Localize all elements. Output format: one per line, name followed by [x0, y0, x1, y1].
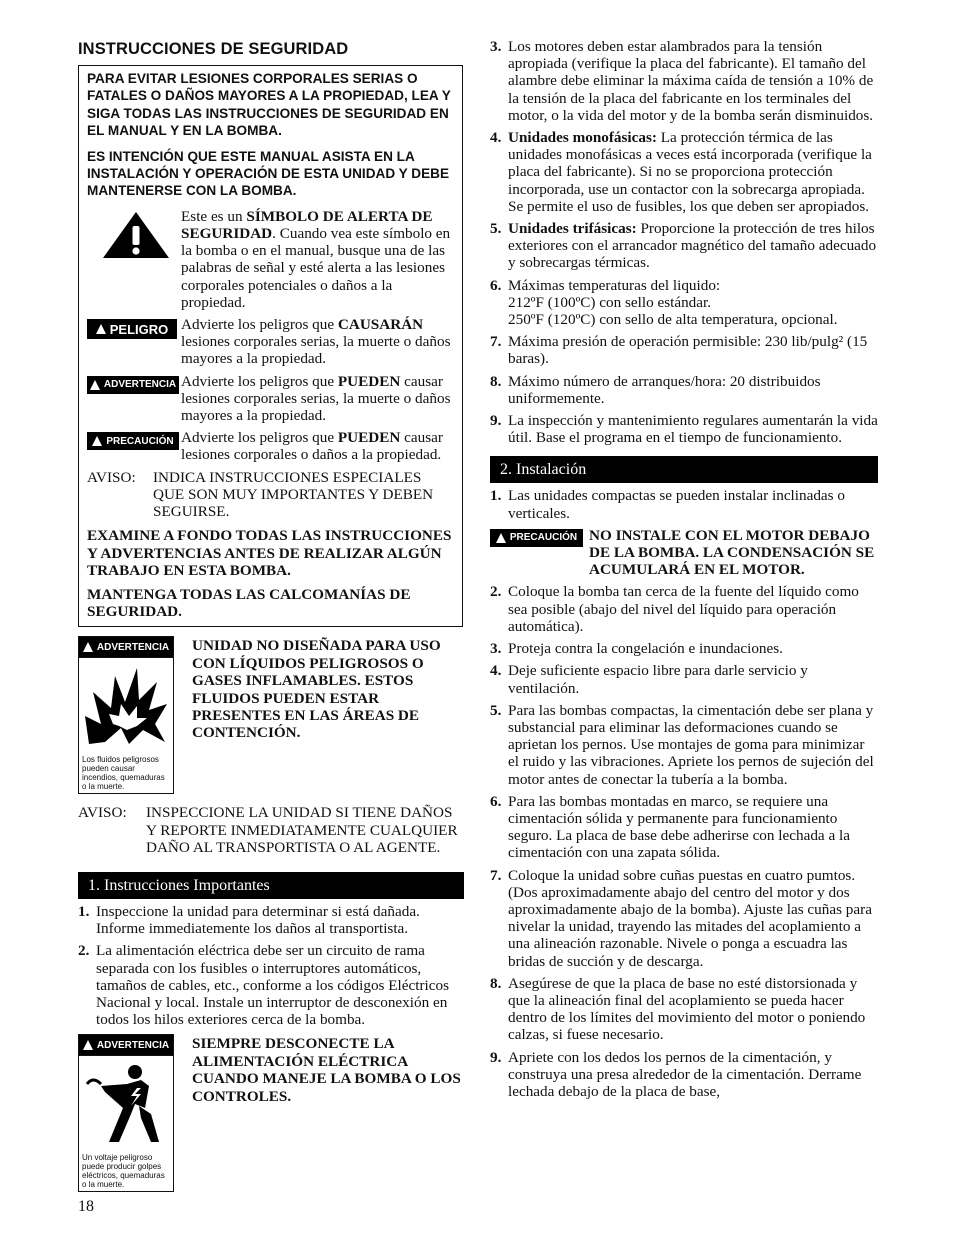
maintain-text: MANTENGA TODAS LAS CALCOMANÍAS DE SEGURIDAD.: [87, 585, 411, 621]
safety-alert-icon: [101, 210, 171, 260]
list-item: 9. La inspección y mantenimiento regulares aumentarán la vida útil. Base el programa en el tiempo de funcionamiento.: [490, 412, 878, 447]
electric-shock-icon: [79, 1056, 173, 1148]
examine-text: EXAMINE A FONDO TODAS LAS INSTRUCCIONES Y ADVERTENCIAS ANTES DE REALIZAR ALGÚN TRABAJO EN ESTA BOMBA.: [87, 527, 452, 579]
explosion-icon: [79, 658, 173, 750]
install-caution-block: [490, 527, 878, 579]
list-item: 7. Coloque la unidad sobre cuñas puestas en cuatro pumtos. (Dos aproximadamente abajo del centro del motor y dos aproximadamente abajo de la bomba). Ajuste las cuñas para nivelar la unidad, trayendo las mitades del acoplamiento a una alineación razonable. Nivele o ponga a escuadra las bridas de succión y de descarga.: [490, 866, 872, 970]
list-item: 6. Para las bombas montadas en marco, se requiere una cimentación sólida y permanente para funcionamiento seguro. La placa de base debe adherirse con lechada a la cimentación con una zapata sólida.: [490, 792, 850, 862]
section1-list: [78, 903, 464, 1028]
caution-row: [87, 429, 454, 463]
aviso-text: INDICA INSTRUCCIONES ESPECIALES QUE SON MUY IMPORTANTES Y DEBEN SEGUIRSE.: [153, 468, 434, 521]
section1-heading: 1. Instrucciones Importantes: [78, 872, 464, 899]
safety-heading: INSTRUCCIONES DE SEGURIDAD: [78, 40, 349, 58]
safety-para-2: ES INTENCIÓN QUE ESTE MANUAL ASISTA EN LA INSTALACIÓN Y OPERACIÓN DE ESTA UNIDAD Y DEBE MANTENERSE CON LA BOMBA.: [87, 148, 450, 199]
danger-description: Advierte los peligros que CAUSARÁN lesiones corporales serias, la muerte o daños mayores a la propiedad.: [181, 316, 451, 368]
warning-row: [87, 373, 454, 425]
aviso-row: [87, 469, 454, 521]
danger-row: [87, 316, 454, 368]
alert-description: Este es un SÍMBOLO DE ALERTA DE SEGURIDAD. Cuando vea este símbolo en la bomba o en el manual, busque una de las palabras de señal y esté alerta a las lesiones corporales potenciales o daños a la propiedad.: [181, 207, 451, 311]
list-item: 1. Las unidades compactas se pueden instalar inclinadas o verticales.: [490, 487, 845, 522]
caution-description: Advierte los peligros que PUEDEN causar lesiones corporales o daños a la propiedad.: [181, 429, 443, 464]
list-item: 1. Inspeccione la unidad para determinar si está dañada. Informe immediatemente los daños al transportista.: [78, 902, 420, 938]
aviso-inspect-row: [78, 804, 464, 856]
fluids-caption: Los fluidos peligrosos pueden causar incendios, quemaduras o la muerte.: [82, 755, 165, 792]
aviso-label: AVISO:: [87, 468, 136, 486]
warning-signal-word: ADVERTENCIA: [79, 1035, 173, 1056]
alert-triangle-icon: [96, 324, 106, 334]
warning-description: Advierte los peligros que PUEDEN causar lesiones corporales serias, la muerte o daños mayores a la propiedad.: [181, 372, 451, 425]
list-item: 2. Coloque la bomba tan cerca de la fuente del líquido como sea posible (abajo del nivel del líquido para operación automática).: [490, 583, 859, 635]
list-item: 4. Deje suficiente espacio libre para darle servicio y ventilación.: [490, 662, 808, 697]
electric-warning-text: SIEMPRE DESCONECTE LA ALIMENTACIÓN ELÉCTRICA CUANDO MANEJE LA BOMBA O LOS CONTROLES.: [192, 1035, 461, 1105]
caution-signal-word: PRECAUCIÓN: [87, 432, 179, 450]
install-caution-text: NO INSTALE CON EL MOTOR DEBAJO DE LA BOMBA. LA CONDENSACIÓN SE ACUMULARÁ EN EL MOTOR.: [589, 526, 875, 579]
electric-warning-label: [78, 1034, 174, 1192]
aviso-inspect-text: INSPECCIONE LA UNIDAD SI TIENE DAÑOS Y REPORTE INMEDIATAMENTE CUALQUIER DAÑO AL TRANSPORTISTA O AL AGENTE.: [146, 804, 458, 856]
list-item: 4. Unidades monofásicas: La protección térmica de las unidades monofásicas a veces está incorporada (verifique la placa del fabricante). Si no se proporciona protección incorporada, use un contactor con la sobrecarga apropiada. Se permite el uso de fusibles, los que deben ser apropiados.: [490, 129, 872, 215]
warning-signal-word: ADVERTENCIA: [79, 637, 173, 658]
list-item: 8. Asegúrese de que la placa de base no esté distorsionada y que la alineación final del acoplamiento se pueda hacer dentro de los límites del movimiento del motor o poniendo calzas, si fuese necesario.: [490, 974, 866, 1044]
page-number: 18: [78, 1198, 94, 1215]
fluids-warning-label: [78, 636, 174, 794]
list-item: 7. Máxima presión de operación permisible: 230 lib/pulg² (15 baras).: [490, 333, 868, 368]
list-item: 6. Máximas temperaturas del liquido: 212ºF (100ºC) con sello estándar. 250ºF (120ºC) con sello de alta temperatura, opcional.: [490, 276, 838, 329]
caution-signal-word: PRECAUCIÓN: [490, 529, 583, 547]
right-column: [490, 38, 878, 1105]
alert-triangle-icon: [83, 642, 93, 652]
list-item: 8. Máximo número de arranques/hora: 20 distribuidos uniformemente.: [490, 372, 821, 407]
danger-signal-word: PELIGRO: [87, 319, 177, 339]
list-item: 5. Unidades trifásicas: Proporcione la protección de tres hilos exteriores con el arrancador magnético del tamaño adecuado y sobrecargas térmicas.: [490, 220, 877, 272]
safety-para-1: PARA EVITAR LESIONES CORPORALES SERIAS O FATALES O DAÑOS MAYORES A LA PROPIEDAD, LEA Y SIGA TODAS LAS INSTRUCCIONES DE SEGURIDAD EN EL MANUAL Y EN LA BOMBA.: [87, 71, 451, 139]
left-column: [78, 38, 464, 1192]
list-item: 3. Los motores deben estar alambrados para la tensión apropiada (verifique la placa del fabricante). El tamaño del alambre debe eliminar la máxima caída de tensión a 10% de la tensión de la placa del fabricante en los terminales del motor, o la vida del motor y de la bomba serán disminuidos.: [490, 38, 874, 124]
safety-box: [78, 65, 463, 627]
list-item: 5. Para las bombas compactas, la cimentación debe ser plana y substancial para eliminar las deformaciones cuando se aprietan los pernos. Use montajes de goma para minimizar el ruido y las vibraciones. Apriete los pernos de sujeción del motor antes de conectar la tubería a la bomba.: [490, 701, 874, 788]
alert-triangle-icon: [83, 1040, 93, 1050]
alert-symbol-row: [87, 208, 454, 311]
alert-triangle-icon: [92, 436, 102, 446]
list-item: 2. La alimentación eléctrica debe ser un circuito de rama separada con los fusibles o interruptores automáticos, tamaños de cables, etc., conforme a los códigos Eléctricos Nacional y local. Instale un interruptor de desconexión en todos los hilos exteriores cerca de la bomba.: [78, 942, 449, 1029]
fluids-warning-block: [78, 636, 464, 794]
electric-caption: Un voltaje peligroso puede producir golpes eléctricos, quemaduras o la muerte.: [82, 1153, 165, 1190]
electric-warning-block: [78, 1034, 464, 1192]
warning-signal-word: ADVERTENCIA: [87, 376, 179, 394]
list-item: 3. Proteja contra la congelación e inundaciones.: [490, 640, 783, 658]
alert-triangle-icon: [496, 533, 506, 543]
section2-heading: 2. Instalación: [490, 456, 878, 483]
aviso-label: AVISO:: [78, 804, 127, 822]
list-item: 9. Apriete con los dedos los pernos de la cimentación, y construya una presa alrededor de la cimentación. Derrame lechada debajo de la placa de base,: [490, 1048, 862, 1100]
alert-triangle-icon: [90, 380, 100, 390]
fluids-warning-text: UNIDAD NO DISEÑADA PARA USO CON LÍQUIDOS PELIGROSOS O GASES INFLAMABLES. ESTOS FLUIDOS PUEDEN ESTAR PRESENTES EN LAS ÁREAS DE CONTENCIÓN.: [192, 637, 441, 742]
